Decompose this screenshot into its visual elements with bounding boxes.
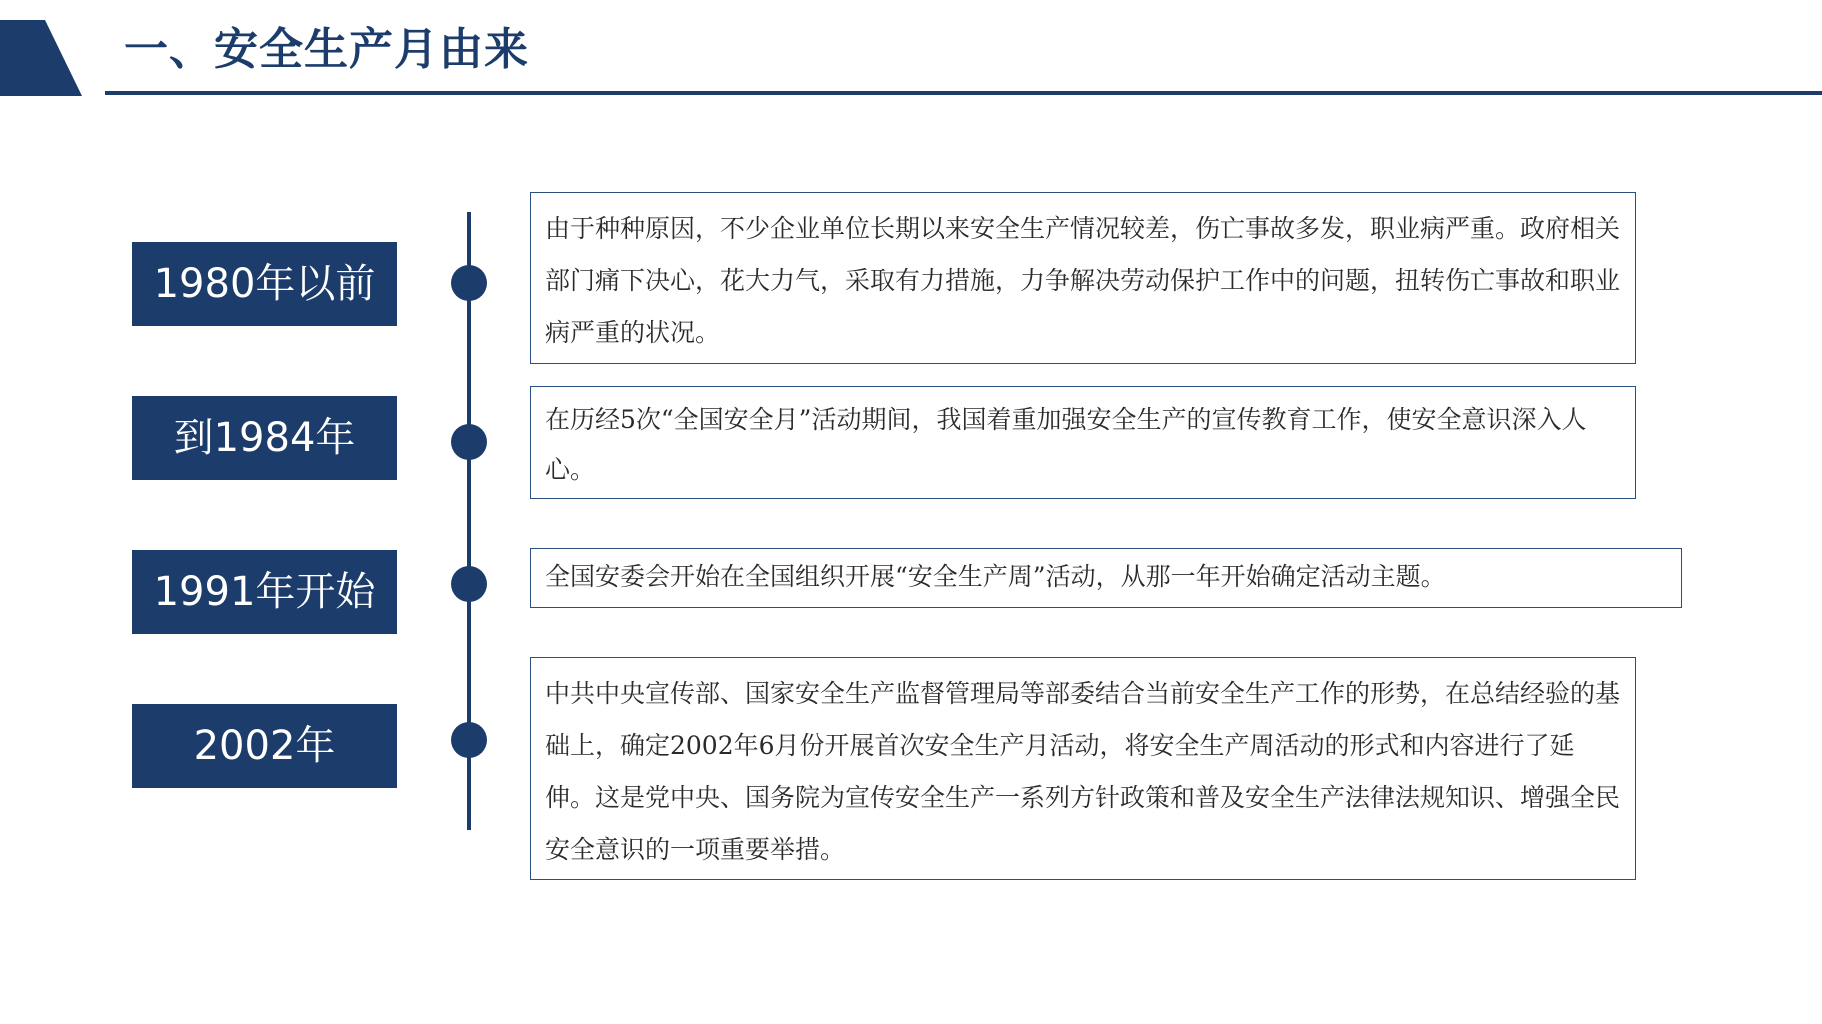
year-label-2002: 2002年 — [132, 704, 397, 788]
event-text-2002: 中共中央宣传部、国家安全生产监督管理局等部委结合当前安全生产工作的形势，在总结经验的基础上，确定2002年6月份开展首次安全生产月活动，将安全生产周活动的形式和内容进行了延伸。这是党中央、国务院为宣传安全生产一系列方针政策和普及安全生产法律法规知识、增强全民安全意识的一项重要举措。 — [530, 657, 1636, 880]
header-corner-shape — [0, 20, 82, 96]
year-label-1980: 1980年以前 — [132, 242, 397, 326]
year-label-1984: 到1984年 — [132, 396, 397, 480]
timeline-dot-1991 — [451, 566, 487, 602]
page-title: 一、安全生产月由来 — [124, 24, 529, 75]
title-divider — [105, 91, 1822, 95]
event-text-1980: 由于种种原因，不少企业单位长期以来安全生产情况较差，伤亡事故多发，职业病严重。政府相关部门痛下决心，花大力气，采取有力措施，力争解决劳动保护工作中的问题，扭转伤亡事故和职业病严重的状况。 — [530, 192, 1636, 364]
timeline-dot-2002 — [451, 722, 487, 758]
event-text-1984: 在历经5次“全国安全月”活动期间，我国着重加强安全生产的宣传教育工作，使安全意识深入人心。 — [530, 386, 1636, 499]
timeline-dot-1984 — [451, 424, 487, 460]
event-text-1991: 全国安委会开始在全国组织开展“安全生产周”活动，从那一年开始确定活动主题。 — [530, 548, 1682, 608]
timeline-dot-1980 — [451, 265, 487, 301]
year-label-1991: 1991年开始 — [132, 550, 397, 634]
